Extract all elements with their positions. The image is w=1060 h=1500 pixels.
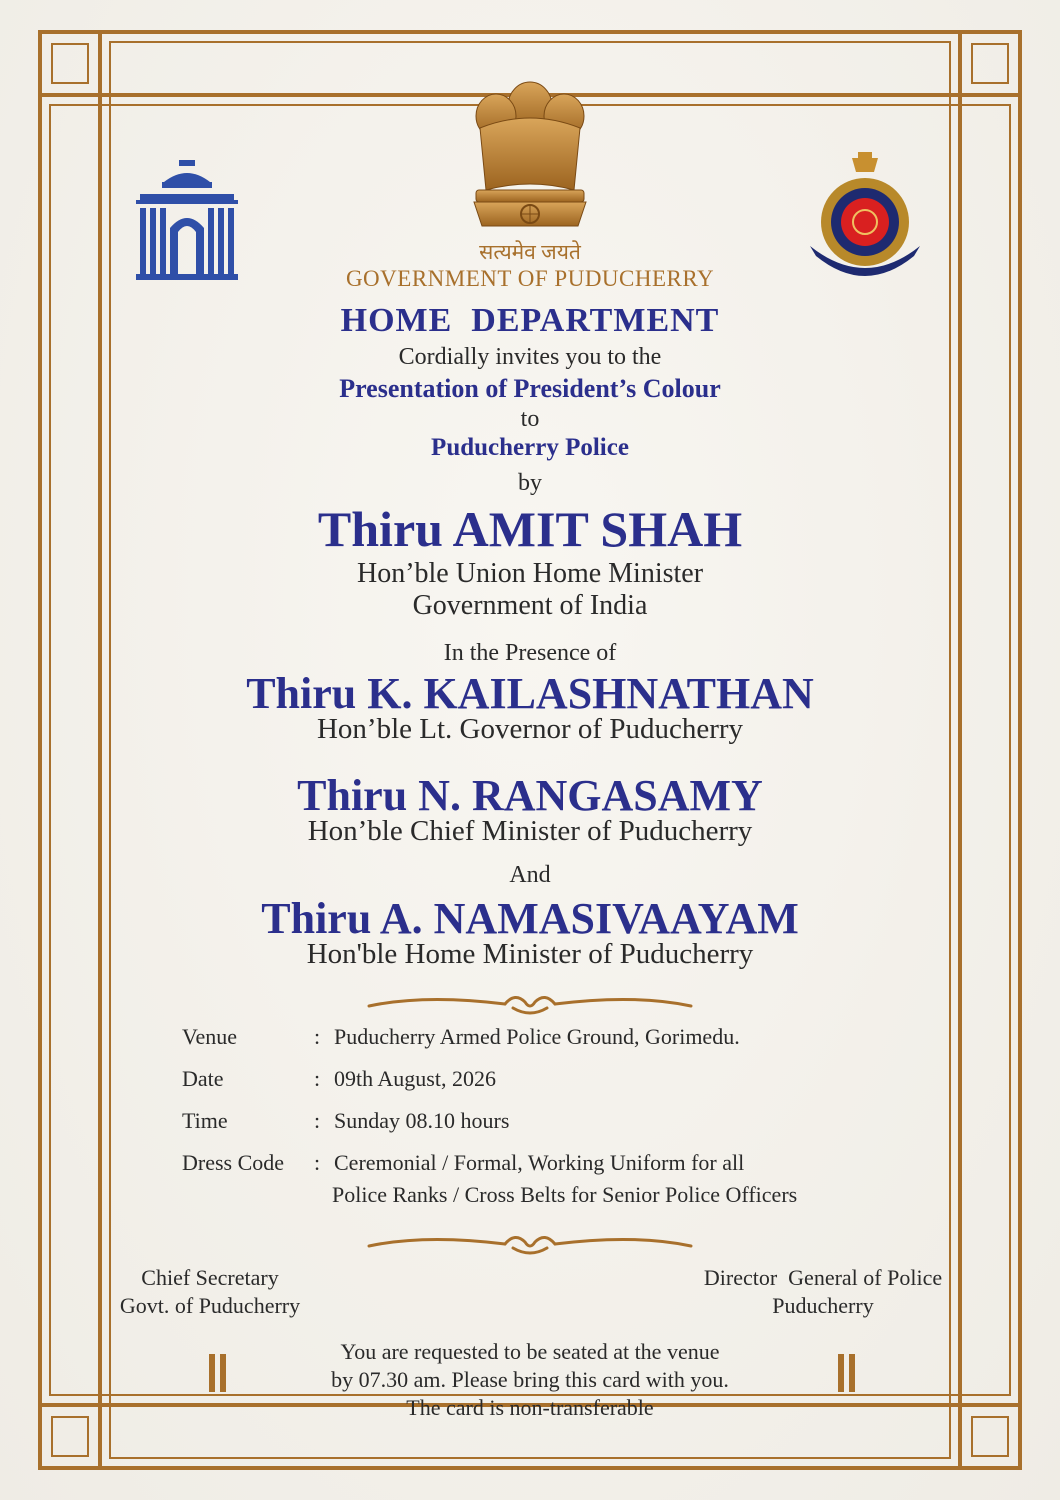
flourish-divider <box>365 990 695 1018</box>
national-emblem-lion-capital-icon <box>466 78 594 238</box>
pillar-ornament-icon <box>207 1354 229 1392</box>
and-word: And <box>509 862 551 888</box>
recipient-name: Puducherry Police <box>431 434 629 461</box>
separator-colon: : <box>314 1108 321 1133</box>
signatory-office: Puducherry <box>772 1293 874 1318</box>
chief-guest-designation: Hon’ble Union Home Minister <box>356 558 704 589</box>
dignitary-name: Thiru K. KAILASHNATHAN <box>246 669 814 718</box>
seating-note <box>230 1338 830 1422</box>
dress-code-value: Ceremonial / Formal, Working Uniform for all <box>334 1150 745 1175</box>
time-label: Time <box>182 1108 228 1133</box>
note-line: You are requested to be seated at the venue <box>340 1339 720 1364</box>
note-line: by 07.30 am. Please bring this card with you. <box>331 1367 729 1392</box>
to-word: to <box>520 406 540 432</box>
dignitary-name: Thiru N. RANGASAMY <box>297 771 763 820</box>
invite-line: Cordially invites you to the <box>398 344 662 370</box>
event-title: Presentation of President’s Colour <box>339 374 721 403</box>
time-value: Sunday 08.10 hours <box>334 1108 510 1133</box>
signatory-title: Director General of Police <box>703 1265 943 1290</box>
chief-secretary-signatory <box>100 1264 320 1320</box>
flourish-divider <box>365 1230 695 1258</box>
separator-colon: : <box>314 1024 321 1049</box>
presence-line: In the Presence of <box>443 640 617 666</box>
note-line: The card is non-transferable <box>406 1395 654 1420</box>
dignitary-designation: Hon’ble Chief Minister of Puducherry <box>307 815 753 847</box>
government-name: GOVERNMENT OF PUDUCHERRY <box>345 266 715 291</box>
dignitary-designation: Hon’ble Lt. Governor of Puducherry <box>316 713 744 745</box>
department-title: HOME DEPARTMENT <box>340 302 720 339</box>
chief-guest-government: Government of India <box>412 590 648 621</box>
dress-code-value-continued: Police Ranks / Cross Belts for Senior Police Officers <box>332 1182 798 1207</box>
date-label: Date <box>182 1066 224 1091</box>
by-word: by <box>518 470 542 496</box>
signatory-office: Govt. of Puducherry <box>119 1293 301 1318</box>
separator-colon: : <box>314 1150 321 1175</box>
motto: सत्यमेव जयते <box>479 240 581 264</box>
dignitary-name: Thiru A. NAMASIVAAYAM <box>261 894 799 943</box>
dress-code-label: Dress Code <box>182 1150 285 1175</box>
dignitary-designation: Hon'ble Home Minister of Puducherry <box>306 938 754 970</box>
signatory-title: Chief Secretary <box>141 1265 279 1290</box>
venue-label: Venue <box>182 1024 237 1049</box>
dgp-signatory <box>676 1264 970 1320</box>
separator-colon: : <box>314 1066 321 1091</box>
venue-value: Puducherry Armed Police Ground, Gorimedu. <box>334 1024 740 1049</box>
pillar-ornament-icon <box>836 1354 858 1392</box>
date-value: 09th August, 2026 <box>334 1066 496 1091</box>
chief-guest-name: Thiru AMIT SHAH <box>317 501 743 557</box>
